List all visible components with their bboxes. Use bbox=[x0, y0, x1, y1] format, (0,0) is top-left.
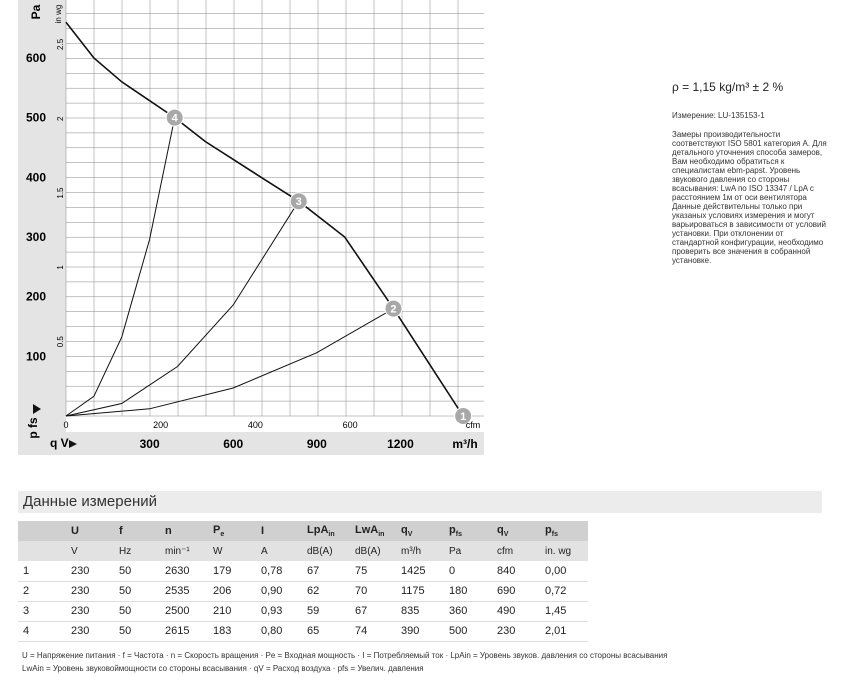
table-cell: f bbox=[114, 521, 160, 541]
table-cell: 2 bbox=[18, 581, 66, 601]
table-cell: Hz bbox=[114, 541, 160, 561]
operating-point-label: 3 bbox=[295, 196, 302, 209]
table-cell: $p_{fs}$ bbox=[444, 521, 492, 541]
table-cell: LpA$_{in}$ bbox=[302, 521, 350, 541]
table-cell: n bbox=[160, 521, 208, 541]
table-cell: 1 bbox=[18, 561, 66, 581]
inwg-tick-label: 1.5 bbox=[56, 187, 65, 199]
table-cell: 50 bbox=[114, 561, 160, 581]
table-row bbox=[18, 581, 588, 601]
table-cell: 0,78 bbox=[256, 561, 302, 581]
measurement-id: Измерение: LU-135153-1 bbox=[672, 111, 765, 120]
inwg-tick-label: 2 bbox=[56, 116, 65, 121]
table-row bbox=[18, 621, 588, 641]
pa-tick-label: 400 bbox=[25, 170, 46, 185]
measurement-table bbox=[18, 521, 588, 642]
table-cell: 2535 bbox=[160, 581, 208, 601]
data-section-header bbox=[18, 491, 822, 513]
table-cell: 206 bbox=[208, 581, 256, 601]
table-cell: 4 bbox=[18, 621, 66, 641]
table-cell: 50 bbox=[114, 601, 160, 621]
pfs-axis-label: p fs bbox=[26, 417, 40, 439]
table-cell: 230 bbox=[66, 601, 114, 621]
table-cell: I bbox=[256, 521, 302, 541]
table-cell: 2615 bbox=[160, 621, 208, 641]
operating-point-label: 4 bbox=[171, 112, 178, 125]
table-cell: 210 bbox=[208, 601, 256, 621]
table-cell: V bbox=[66, 541, 114, 561]
table-cell: m³/h bbox=[396, 541, 444, 561]
table-cell: 230 bbox=[492, 621, 540, 641]
table-cell: in. wg bbox=[540, 541, 588, 561]
table-cell: 0,93 bbox=[256, 601, 302, 621]
inwg-tick-label: 2.5 bbox=[55, 38, 65, 50]
table-cell: 230 bbox=[66, 561, 114, 581]
inwg-axis-unit: in wg bbox=[54, 4, 63, 24]
table-cell: 500 bbox=[444, 621, 492, 641]
table-cell: 1425 bbox=[396, 561, 444, 581]
table-cell: 74 bbox=[350, 621, 396, 641]
table-cell: 490 bbox=[492, 601, 540, 621]
table-cell: 0,00 bbox=[540, 561, 588, 581]
table-cell: 75 bbox=[350, 561, 396, 581]
table-cell: W bbox=[208, 541, 256, 561]
m3h-tick-label: 1200 bbox=[387, 437, 414, 451]
cfm-axis-unit: cfm bbox=[465, 420, 481, 430]
data-section-title: Данные измерений bbox=[23, 493, 157, 510]
plot-area bbox=[66, 0, 484, 432]
table-cell: 360 bbox=[444, 601, 492, 621]
table-cell: 180 bbox=[444, 581, 492, 601]
table-header-row bbox=[18, 521, 588, 541]
table-row bbox=[18, 601, 588, 621]
table-cell: LwA$_{in}$ bbox=[350, 521, 396, 541]
table-cell: 50 bbox=[114, 621, 160, 641]
m3h-tick-label: 900 bbox=[306, 437, 327, 451]
table-cell: 50 bbox=[114, 581, 160, 601]
table-cell: min⁻¹ bbox=[160, 541, 208, 561]
table-cell: Pa bbox=[444, 541, 492, 561]
table-cell: 67 bbox=[302, 561, 350, 581]
table-cell: 230 bbox=[66, 621, 114, 641]
table-cell: 1175 bbox=[396, 581, 444, 601]
table-cell: 2630 bbox=[160, 561, 208, 581]
table-cell: 230 bbox=[66, 581, 114, 601]
operating-point-label: 2 bbox=[390, 303, 397, 316]
inwg-tick-label: 0.5 bbox=[56, 336, 65, 348]
table-cell: U bbox=[66, 521, 114, 541]
table-cell: 65 bbox=[302, 621, 350, 641]
table-cell: $P_e$ bbox=[208, 521, 256, 541]
cfm-tick-label: 400 bbox=[247, 420, 263, 430]
table-cell: dB(A) bbox=[302, 541, 350, 561]
pa-tick-label: 500 bbox=[25, 110, 46, 125]
table-cell bbox=[18, 541, 66, 561]
pa-tick-label: 300 bbox=[25, 229, 46, 244]
m3h-axis-unit: m³/h bbox=[452, 437, 478, 451]
m3h-tick-label: 600 bbox=[223, 437, 244, 451]
table-row bbox=[18, 561, 588, 581]
table-cell: A bbox=[256, 541, 302, 561]
pa-tick-label: 200 bbox=[25, 289, 46, 304]
table-cell: 0,80 bbox=[256, 621, 302, 641]
cfm-tick-label: 600 bbox=[342, 420, 358, 430]
table-cell: 0 bbox=[444, 561, 492, 581]
measurement-notes: Замеры производительности соответствуют ISO 5801 категория А. Для детального уточнения способа замеров, Вам необходимо обратиться к специалистам ebm-papst. Уровень звукового давления со стороны всасывания: LwA по ISO 13347 / LpA с расстоянием 1м от оси вентилятора Данные действительны только при указаных условиях измерения и могут варьироваться в зависимости от условий установки. При отклонении от стандартной конфигурации, необходимо проверить все значения в собранной установке. bbox=[672, 130, 827, 265]
table-cell: 2,01 bbox=[540, 621, 588, 641]
table-cell: 0,90 bbox=[256, 581, 302, 601]
inwg-tick-label: 1 bbox=[56, 265, 65, 270]
air-density: ρ = 1,15 kg/m³ ± 2 % bbox=[672, 80, 784, 94]
table-cell: cfm bbox=[492, 541, 540, 561]
table-cell: 690 bbox=[492, 581, 540, 601]
operating-point-label: 1 bbox=[460, 411, 467, 423]
table-cell: 840 bbox=[492, 561, 540, 581]
table-cell: 390 bbox=[396, 621, 444, 641]
table-cell: 179 bbox=[208, 561, 256, 581]
table-cell: 0,72 bbox=[540, 581, 588, 601]
table-cell: 1,45 bbox=[540, 601, 588, 621]
table-cell: 3 bbox=[18, 601, 66, 621]
table-cell: 835 bbox=[396, 601, 444, 621]
table-cell bbox=[18, 521, 66, 541]
table-cell: $p_{fs}$ bbox=[540, 521, 588, 541]
table-cell: 183 bbox=[208, 621, 256, 641]
table-cell: 59 bbox=[302, 601, 350, 621]
qv-axis-label: q V bbox=[50, 436, 69, 450]
pa-tick-label: 600 bbox=[25, 50, 46, 65]
table-cell: 2500 bbox=[160, 601, 208, 621]
table-cell: dB(A) bbox=[350, 541, 396, 561]
cfm-tick-label: 200 bbox=[153, 420, 169, 430]
pa-axis-unit: Pa bbox=[29, 4, 43, 20]
cfm-tick-label: 0 bbox=[63, 420, 69, 430]
m3h-tick-label: 300 bbox=[139, 437, 160, 451]
pa-tick-label: 100 bbox=[25, 349, 46, 364]
table-cell: 70 bbox=[350, 581, 396, 601]
legend-line-1: U = Напряжение питания · f = Частота · n = Скорость вращения · Pe = Входная мощность · I = Потребляемый ток · LpAin = Уровень звуков. давления со стороны всасывания bbox=[22, 651, 668, 660]
table-cell: $q_V$ bbox=[396, 521, 444, 541]
table-units-row bbox=[18, 541, 588, 561]
table-cell: $q_V$ bbox=[492, 521, 540, 541]
table-cell: 67 bbox=[350, 601, 396, 621]
legend-line-2: LwAin = Уровень звуковоймощности со стороны всасывания · qV = Расход воздуха · pfs = Увелич. давления bbox=[22, 664, 424, 673]
table-cell: 62 bbox=[302, 581, 350, 601]
